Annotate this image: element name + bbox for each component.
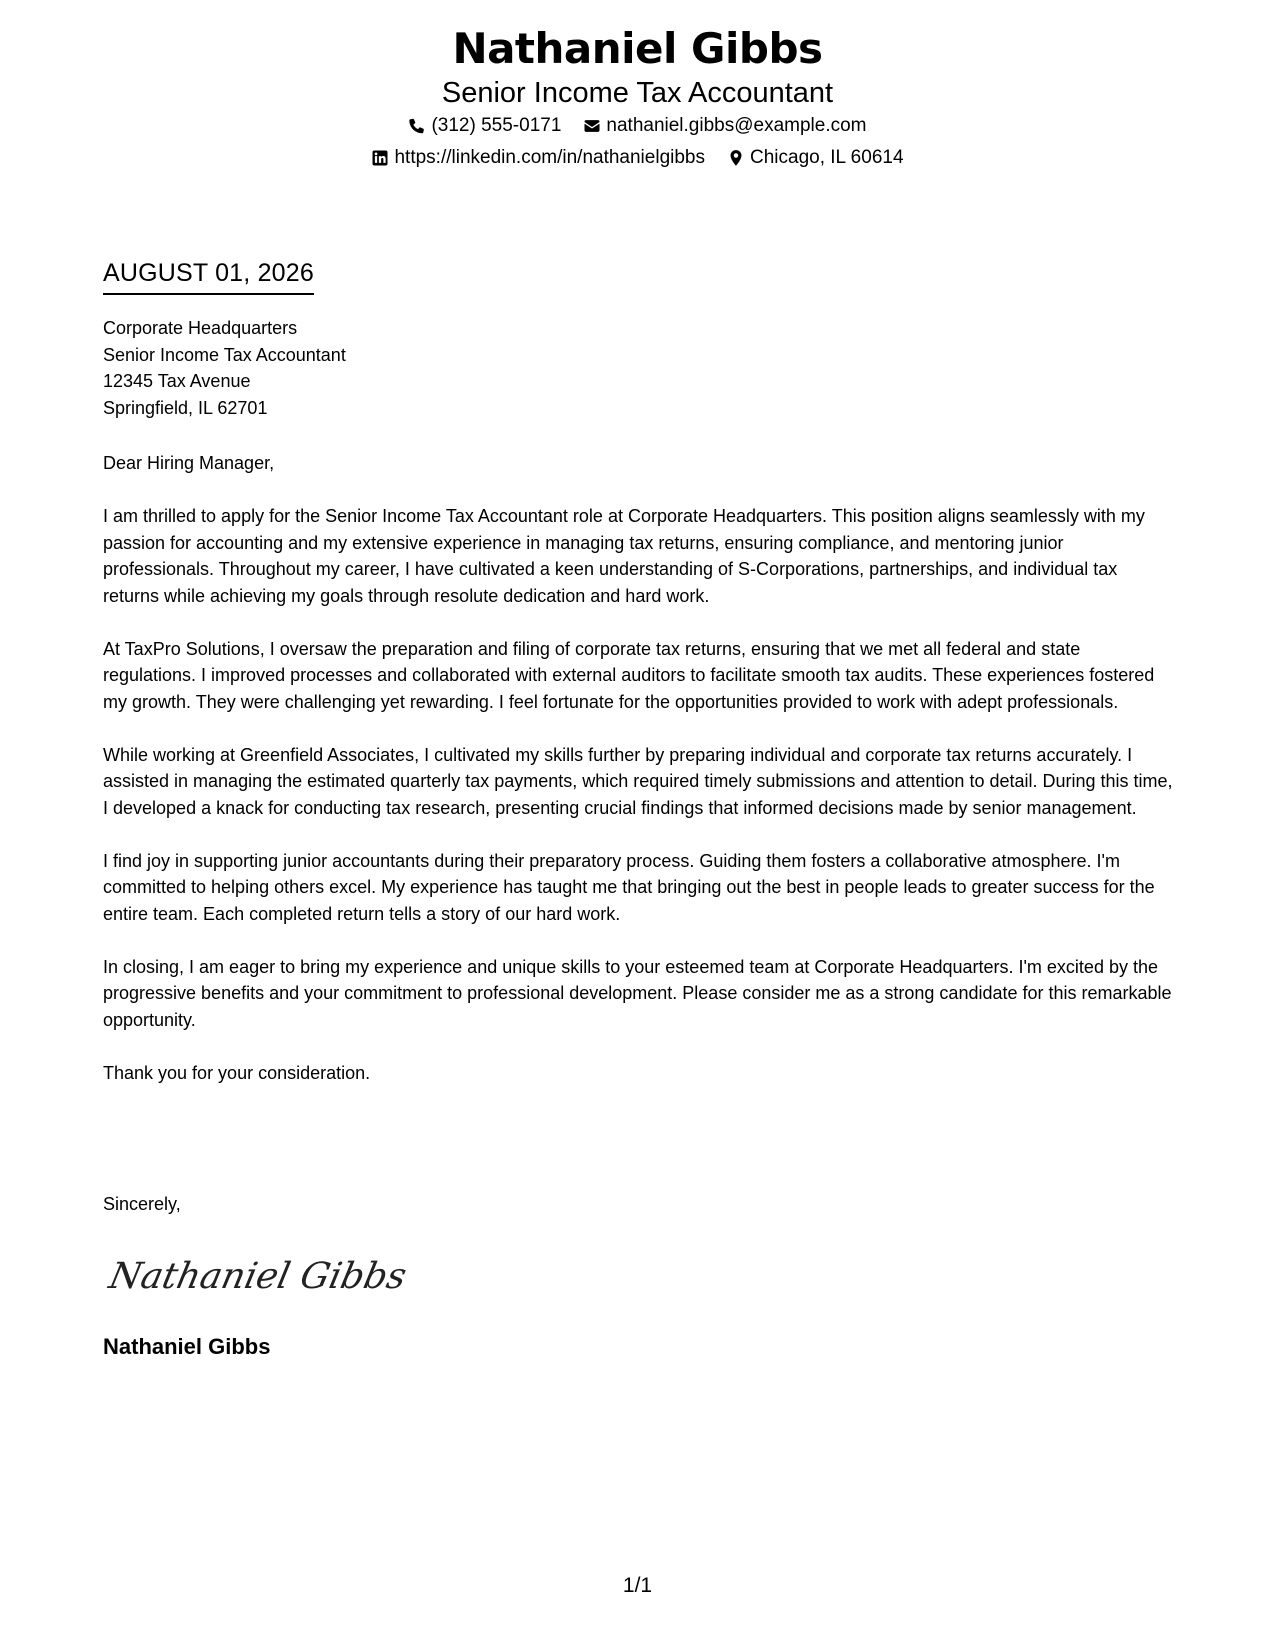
map-marker-icon [727,149,745,167]
svg-text:Nathaniel Gibbs: Nathaniel Gibbs [105,1254,411,1297]
letter-body [103,503,1178,1113]
applicant-name: Nathaniel Gibbs [452,24,823,73]
recipient-line: Senior Income Tax Accountant [103,344,346,365]
body-paragraph: I find joy in supporting junior accountants during their preparatory process. Guiding them fosters a collaborative atmosphere. I'm committed to helping others excel. My experience has taught me that bringing out the best in people leads to greater success for the entire team. Each completed return tells a story of our hard work. [103,850,1155,924]
page-number: 1/1 [622,1574,653,1597]
body-paragraph: Thank you for your consideration. [103,1062,371,1083]
contact-location-text: Chicago, IL 60614 [750,147,904,168]
body-paragraph: In closing, I am eager to bring my experience and unique skills to your esteemed team at Corporate Headquarters. I'm excited by the progressive benefits and your commitment to professional development. Please consider me as a strong candidate for this remarkable opportunity. [103,956,1172,1030]
recipient-line: Springfield, IL 62701 [103,397,268,418]
phone-icon [408,117,426,135]
signed-name: Nathaniel Gibbs [103,1334,271,1359]
contact-location [727,142,904,174]
date-block [103,256,314,295]
contact-row-2 [0,142,1275,174]
envelope-icon [583,117,601,135]
contact-phone[interactable] [408,110,561,142]
body-paragraph: While working at Greenfield Associates, I cultivated my skills further by preparing individual and corporate tax returns accurately. I assisted in managing the estimated quarterly tax payments, which required timely submissions and attention to detail. During this time, I developed a knack for conducting tax research, presenting crucial findings that informed decisions made by senior management. [103,744,1173,818]
linkedin-icon [371,149,389,167]
contact-linkedin[interactable] [371,142,705,174]
letter-date: AUGUST 01, 2026 [103,256,314,295]
contact-email[interactable] [583,110,866,142]
recipient-address [103,315,1178,421]
contact-phone-text: (312) 555-0171 [431,115,562,136]
body-paragraph: I am thrilled to apply for the Senior Income Tax Accountant role at Corporate Headquarters. This position aligns seamlessly with my passion for accounting and my extensive experience in managing tax returns, ensuring compliance, and mentoring junior professionals. Throughout my career, I have cultivated a keen understanding of S-Corporations, partnerships, and individual tax returns while achieving my goals through resolute dedication and hard work. [103,506,1145,606]
contact-email-text: nathaniel.gibbs@example.com [606,115,867,136]
contact-row-1 [0,110,1275,142]
contact-linkedin-text: https://linkedin.com/in/nathanielgibbs [394,147,705,168]
greeting: Dear Hiring Manager, [103,453,275,473]
body-paragraph: At TaxPro Solutions, I oversaw the preparation and filing of corporate tax returns, ensuring that we met all federal and state regulations. I improved processes and collaborated with external auditors to facilitate smooth tax audits. These experiences fostered my growth. They were challenging yet rewarding. I feel fortunate for the opportunities provided to work with adept professionals. [103,638,1155,712]
letter-header [0,22,1275,174]
applicant-title: Senior Income Tax Accountant [441,77,834,109]
handwritten-signature [105,1248,411,1304]
recipient-line: 12345 Tax Avenue [103,371,251,391]
recipient-line: Corporate Headquarters [103,318,298,338]
closing: Sincerely, [103,1194,181,1214]
